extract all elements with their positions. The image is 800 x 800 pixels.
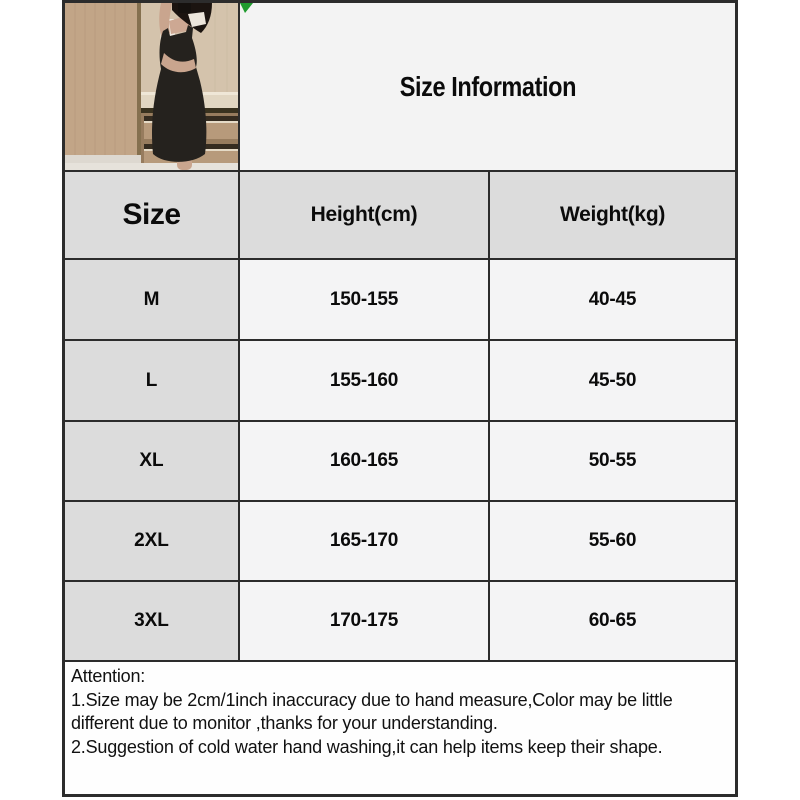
table-row-3xl-height: 170-175 xyxy=(240,582,488,660)
column-header-weight: Weight(kg) xyxy=(490,172,735,258)
table-row-l-size: L xyxy=(65,341,238,420)
column-header-height: Height(cm) xyxy=(240,172,488,258)
table-row-3xl-weight: 60-65 xyxy=(490,582,735,660)
product-photo xyxy=(65,3,238,170)
table-row-l-height: 155-160 xyxy=(240,341,488,420)
table-row-2xl-height: 165-170 xyxy=(240,502,488,580)
size-chart-panel xyxy=(62,0,738,797)
table-row-l-weight: 45-50 xyxy=(490,341,735,420)
table-row-xl-weight: 50-55 xyxy=(490,422,735,500)
table-row-2xl-size: 2XL xyxy=(65,502,238,580)
attention-title: Attention: xyxy=(71,666,146,686)
column-header-size: Size xyxy=(65,172,238,258)
table-row-2xl-weight: 55-60 xyxy=(490,502,735,580)
green-corner-marker-icon xyxy=(240,3,253,13)
product-photo-illustration xyxy=(65,3,238,170)
attention-note-line-2: different due to monitor ,thanks for your understanding. xyxy=(71,713,498,733)
attention-note-line-1: 1.Size may be 2cm/1inch inaccuracy due to hand measure,Color may be little xyxy=(71,689,673,710)
page-title: Size Information xyxy=(399,70,576,102)
table-row-xl-height: 160-165 xyxy=(240,422,488,500)
attention-note xyxy=(65,662,735,794)
table-row-m-size: M xyxy=(65,260,238,339)
table-row-xl-size: XL xyxy=(65,422,238,500)
table-row-3xl-size: 3XL xyxy=(65,582,238,660)
title-cell xyxy=(240,3,735,170)
table-row-m-weight: 40-45 xyxy=(490,260,735,339)
attention-note-line-3: 2.Suggestion of cold water hand washing,it can help items keep their shape. xyxy=(71,736,663,757)
table-row-m-height: 150-155 xyxy=(240,260,488,339)
